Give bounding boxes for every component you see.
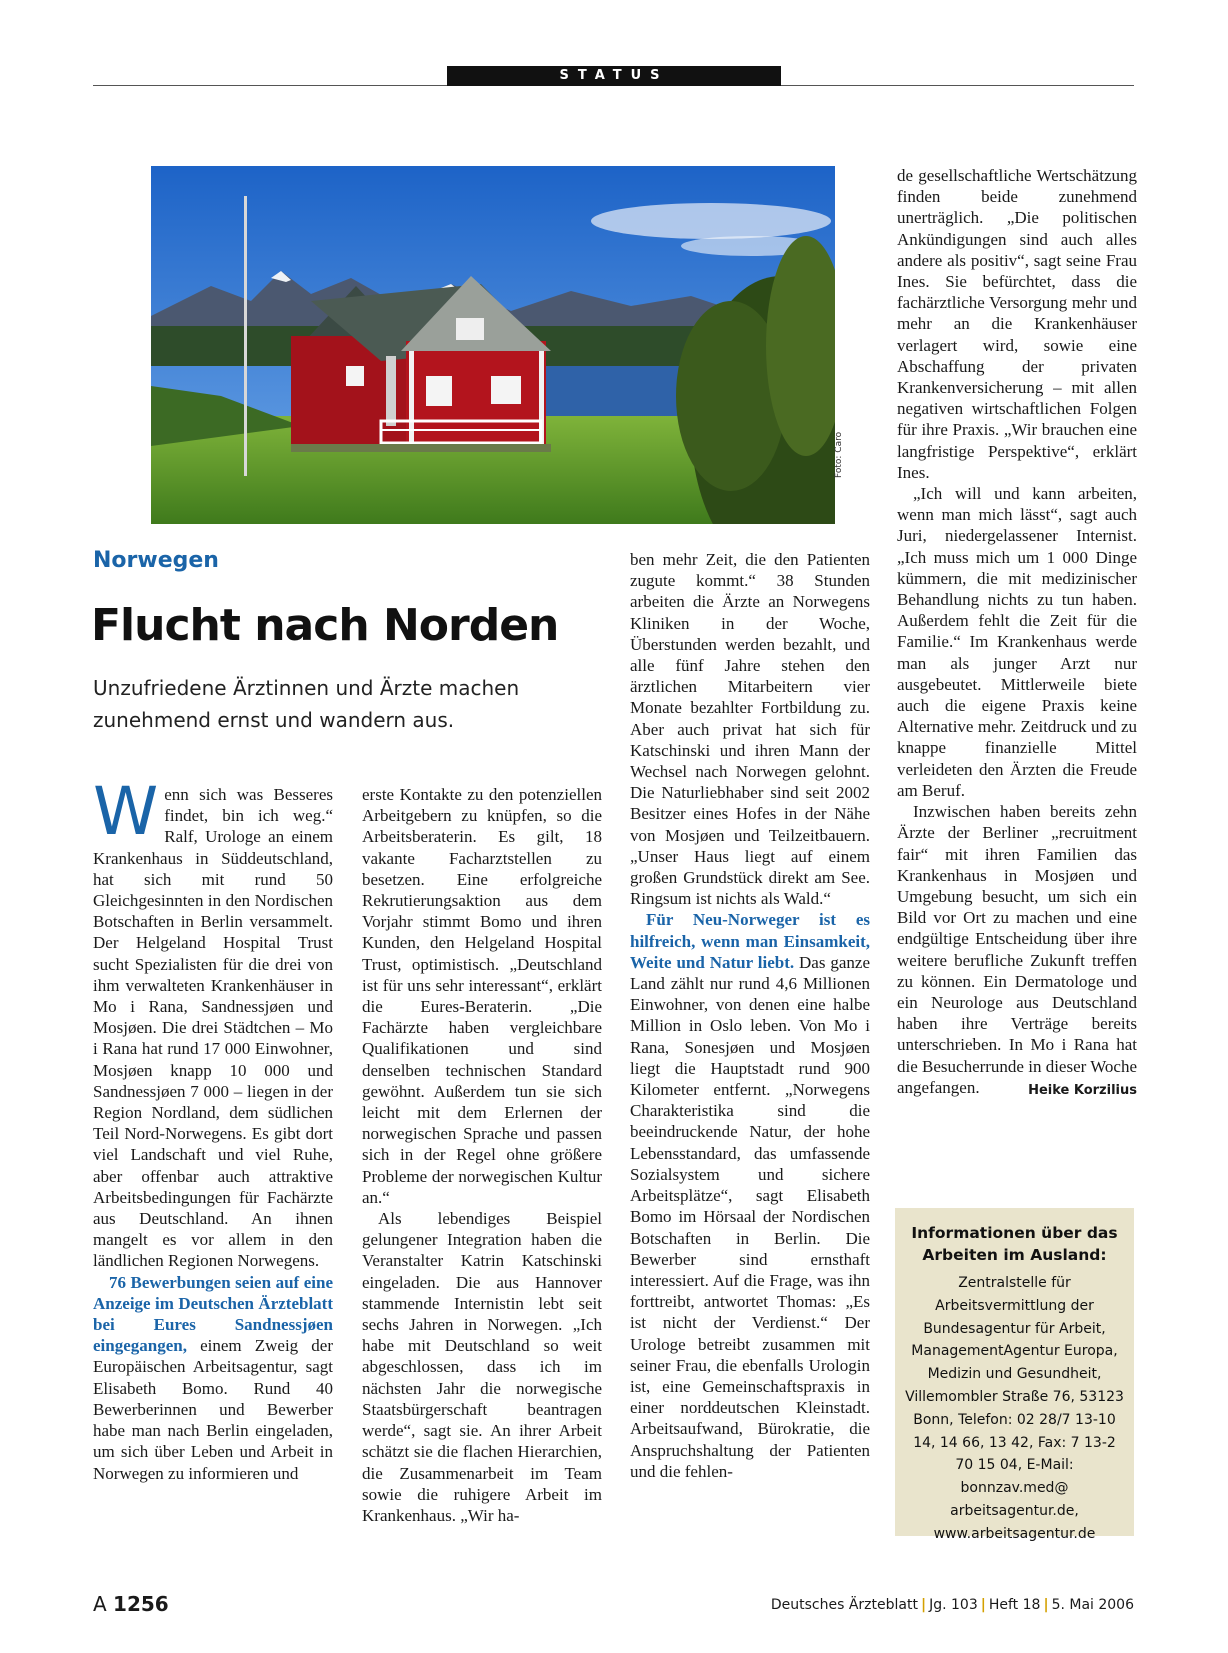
paragraph: ben mehr Zeit, die den Patienten zugute kommt.“ 38 Stunden arbeiten die Ärzte an Norwegens Kliniken in der Woche, Überstunden werden bezahlt, und alle fünf Jahre stehen den ärztlichen Mitarbeitern vier Monate bezahlter Fortbildung zu. Aber auch privat hat sich für Katschinski und ihren Mann der Wechsel nach Norwegen gelohnt. Die Naturliebhaber sind seit 2002 Besitzer eines Hofes in der Nähe von Mosjøen und Teilzeitbauern. „Unser Haus liegt auf einem großen Grundstück direkt am See. Ringsum ist nichts als Wald.“ [630, 550, 870, 909]
info-box-title: Informationen über das Arbeiten im Ausland: [911, 1224, 1118, 1264]
paragraph: Als lebendiges Beispiel gelungener Integration haben die Veranstalter Katrin Katschinski eingeladen. Die aus Hannover stammende Internistin lebt seit sechs Jahren in Norwegen. „Ich habe mit Deutschland so weit abgeschlossen, dass ich im nächsten Jahr die norwegische Staatsbürgerschaft beantragen werde“, sagt sie. An ihrer Arbeit schätzt sie die flachen Hierarchien, die Zusammenarbeit im Team sowie die ruhigere Arbeit im Krankenhaus. „Wir ha- [362, 1209, 602, 1525]
article-kicker: Norwegen [93, 548, 219, 573]
separator: | [1043, 1597, 1049, 1613]
article-column-2 [362, 784, 602, 1526]
paragraph: Wenn sich was Besseres findet, bin ich weg.“ Ralf, Urologe an einem Krankenhaus in Süddeutschland, hat sich mit rund 50 Gleichgesinnten in den Nordischen Botschaften in Berlin versammelt. Der Helgeland Hospital Trust sucht Spezialisten für die drei von ihm verwalteten Krankenhäuser in Mo i Rana, Sandnessjøen und Mosjøen. Die drei Städtchen – Mo i Rana hat rund 17 000 Einwohner, Mosjøen knapp 10 000 und Sandnessjøen 7 000 – liegen in der Region Nordland, dem südlichen Teil Nord-Norwegens. Es gibt dort viel Landschaft und viel Ruhe, aber offenbar auch attraktive Arbeitsbedingungen für Fachärzte aus Deutschland. An ihnen mangelt es vor allem in den ländlichen Regionen Norwegens. [93, 773, 333, 1271]
volume: Jg. 103 [929, 1597, 978, 1613]
article-column-3 [630, 549, 870, 1482]
article-photo [151, 166, 835, 524]
section-label: STATUS [447, 66, 781, 86]
paragraph: erste Kontakte zu den potenziellen Arbeitgebern zu knüpfen, so die Arbeitsberaterin. Es gilt, 18 vakante Facharztstellen zu besetzen. Eine erfolgreiche Rekrutierungsaktion aus dem Vorjahr stimmt Bomo und ihren Kunden, den Helgeland Hospital Trust, optimistisch. „Deutschland ist für uns sehr interessant“, erklärt die Eures-Beraterin. „Die Fachärzte haben vergleichbare Qualifikationen und sind denselben technischen Standard gewöhnt. Außerdem tun sie sich leicht mit dem Erlernen der norwegischen Sprache und passen sich in der Regel ohne größere Probleme der norwegischen Kultur an.“ [362, 785, 602, 1207]
paragraph: Für Neu-Norweger ist es hilfreich, wenn man Einsamkeit, Weite und Natur liebt. Das ganze Land zählt nur rund 4,6 Millionen Einwohner, von denen eine halbe Million in Oslo leben. Von Mo i Rana, Sonesjøen und Mosjøen liegt die Hauptstadt rund 900 Kilometer entfernt. „Norwegens Charakteristika sind die beeindruckende Natur, der hohe Lebensstandard, das umfassende Sozialsystem und sichere Arbeitsplätze“, sagt Elisabeth Bomo im Hörsaal der Nordischen Botschaften in Berlin. Die Bewerber sind ernsthaft interessiert. Auf die Frage, was ihn forttreibt, antwortet Thomas: „Es ist nicht der Verdienst.“ Der Urologe betreibt zusammen mit seiner Frau, die ebenfalls Urologin ist, eine Gemeinschaftspraxis in einer norddeutschen Kleinstadt. Arbeitsaufwand, Bürokratie, die Anspruchshaltung der Patienten und die fehlen- [630, 910, 870, 1481]
subhead-lead: 76 Bewerbungen seien auf eine Anzeige im Deutschen Ärzteblatt bei Eures Sandnessjøen eingegangen, [93, 1272, 333, 1356]
info-box [895, 1208, 1134, 1542]
article-column-1 [93, 773, 333, 1484]
paragraph: 76 Bewerbungen seien auf eine Anzeige im Deutschen Ärzteblatt bei Eures Sandnessjøen eingegangen, einem Zweig der Europäischen Arbeitsagentur, sagt Elisabeth Bomo. Rund 40 Bewerberinnen und Bewerber habe man nach Berlin eingeladen, um sich über Leben und Arbeit in Norwegen zu informieren und [93, 1272, 333, 1483]
footer-citation [771, 1597, 1134, 1613]
page-prefix: A [93, 1592, 107, 1616]
journal-name: Deutsches Ärzteblatt [770, 1597, 918, 1613]
paragraph: de gesellschaftliche Wertschätzung finden beide zunehmend unerträglich. „Die politischen Ankündigungen sind auch alles andere als positiv“, sagt seine Frau Ines. Sie befürchtet, dass die fachärztliche Versorgung mehr und mehr an die Krankenhäuser verlagert wird, sowie eine Abschaffung der privaten Krankenversicherung – mit allen negativen wirtschaftlichen Folgen für ihre Praxis. „Wir brauchen eine langfristige Perspektive“, erklärt Ines. [897, 166, 1137, 482]
issue: Heft 18 [988, 1597, 1041, 1613]
article-deck: Unzufriedene Ärztinnen und Ärzte machen zunehmend ernst und wandern aus. [93, 676, 520, 732]
author-name: Heike Korzilius [1028, 1082, 1137, 1098]
norway-red-house-photo [151, 166, 835, 524]
info-box-text: Zentralstelle für Arbeitsvermittlung der Bundesagentur für Arbeit, ManagementAgentur Europa, Medizin und Gesundheit, Villemombler Straße 76, 53123 Bonn, Telefon: 02 28/7 13-10 14, 14 66, 13 42, Fax: 7 13-2 70 15 04, E-Mail: bonnzav.med@ arbeitsagentur.de, www.arbeitsagentur.de [905, 1275, 1124, 1542]
subhead-lead: Für Neu-Norweger ist es hilfreich, wenn man Einsamkeit, Weite und Natur liebt. [630, 910, 870, 972]
drop-cap: W [93, 773, 159, 850]
separator: | [920, 1597, 927, 1613]
page-number-value: 1256 [113, 1592, 169, 1616]
article-column-4 [897, 165, 1137, 1101]
paragraph: „Ich will und kann arbeiten, wenn man mich lässt“, sagt auch Juri, niedergelassener Internist. „Ich muss mich um 1 000 Dinge kümmern, die mit medizinischer Behandlung nichts zu tun haben. Außerdem fehlt die Zeit für die Familie.“ Im Krankenhaus werde man als junger Arzt nur ausgebeutet. Mittlerweile biete auch die eigene Praxis keine Alternative mehr. Zeitdruck und zu knappe finanzielle Mittel verleideten den Ärzten die Freude am Beruf. [897, 484, 1137, 800]
issue-date: 5. Mai 2006 [1051, 1597, 1134, 1613]
article-headline: Flucht nach Norden [91, 600, 559, 651]
page-number [93, 1592, 169, 1616]
paragraph: Inzwischen haben bereits zehn Ärzte der Berliner „recruitment fair“ mit ihren Familien das Krankenhaus in Mosjøen und Umgebung besucht, um sich ein Bild vor Ort zu machen und eine endgültige Entscheidung über ihre weitere berufliche Zukunft treffen zu können. Ein Dermatologe und ein Neurologe aus Deutschland haben ihre Verträge bereits unterschrieben. In Mo i Rana hat die Besucherrunde in dieser Woche angefangen. Heike Korzilius [897, 801, 1137, 1098]
separator: | [980, 1597, 986, 1613]
photo-credit: Foto: Caro [834, 431, 844, 478]
